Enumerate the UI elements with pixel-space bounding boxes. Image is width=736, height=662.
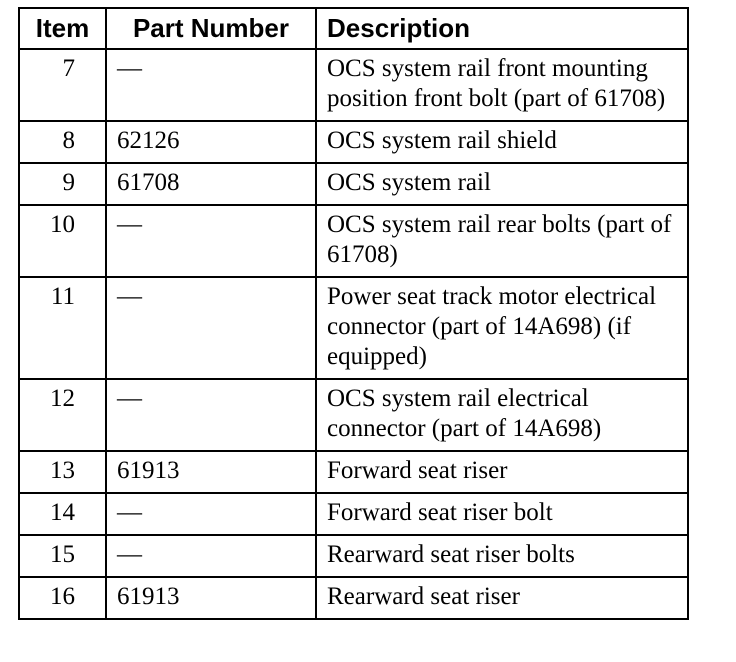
header-row <box>19 8 688 49</box>
cell-item: 16 <box>19 577 106 619</box>
cell-part-number: 62126 <box>106 121 316 163</box>
table-row <box>19 49 688 121</box>
cell-part-number: 61708 <box>106 163 316 205</box>
cell-item: 11 <box>19 277 106 379</box>
table-row <box>19 277 688 379</box>
header-part-number: Part Number <box>106 8 316 49</box>
table-row <box>19 379 688 451</box>
table-row <box>19 121 688 163</box>
cell-description: OCS system rail shield <box>316 121 688 163</box>
table-row <box>19 205 688 277</box>
cell-part-number: — <box>106 277 316 379</box>
cell-description: Rearward seat riser bolts <box>316 535 688 577</box>
cell-part-number: 61913 <box>106 577 316 619</box>
cell-part-number: 61913 <box>106 451 316 493</box>
cell-description: OCS system rail rear bolts (part of 61708) <box>316 205 688 277</box>
header-description: Description <box>316 8 688 49</box>
cell-part-number: — <box>106 379 316 451</box>
table-header <box>19 8 688 49</box>
table-body <box>19 49 688 619</box>
cell-item: 7 <box>19 49 106 121</box>
cell-item: 10 <box>19 205 106 277</box>
cell-part-number: — <box>106 49 316 121</box>
cell-item: 9 <box>19 163 106 205</box>
cell-item: 14 <box>19 493 106 535</box>
table-row <box>19 451 688 493</box>
parts-table <box>18 7 689 620</box>
cell-description: OCS system rail front mounting position front bolt (part of 61708) <box>316 49 688 121</box>
cell-description: Rearward seat riser <box>316 577 688 619</box>
cell-item: 13 <box>19 451 106 493</box>
cell-part-number: — <box>106 493 316 535</box>
cell-description: Forward seat riser bolt <box>316 493 688 535</box>
table-row <box>19 493 688 535</box>
cell-description: OCS system rail electrical connector (part of 14A698) <box>316 379 688 451</box>
cell-description: OCS system rail <box>316 163 688 205</box>
cell-part-number: — <box>106 535 316 577</box>
header-item: Item <box>19 8 106 49</box>
cell-description: Forward seat riser <box>316 451 688 493</box>
table-row <box>19 577 688 619</box>
cell-part-number: — <box>106 205 316 277</box>
cell-item: 15 <box>19 535 106 577</box>
cell-item: 12 <box>19 379 106 451</box>
cell-item: 8 <box>19 121 106 163</box>
table-row <box>19 535 688 577</box>
cell-description: Power seat track motor electrical connector (part of 14A698) (if equipped) <box>316 277 688 379</box>
table-row <box>19 163 688 205</box>
